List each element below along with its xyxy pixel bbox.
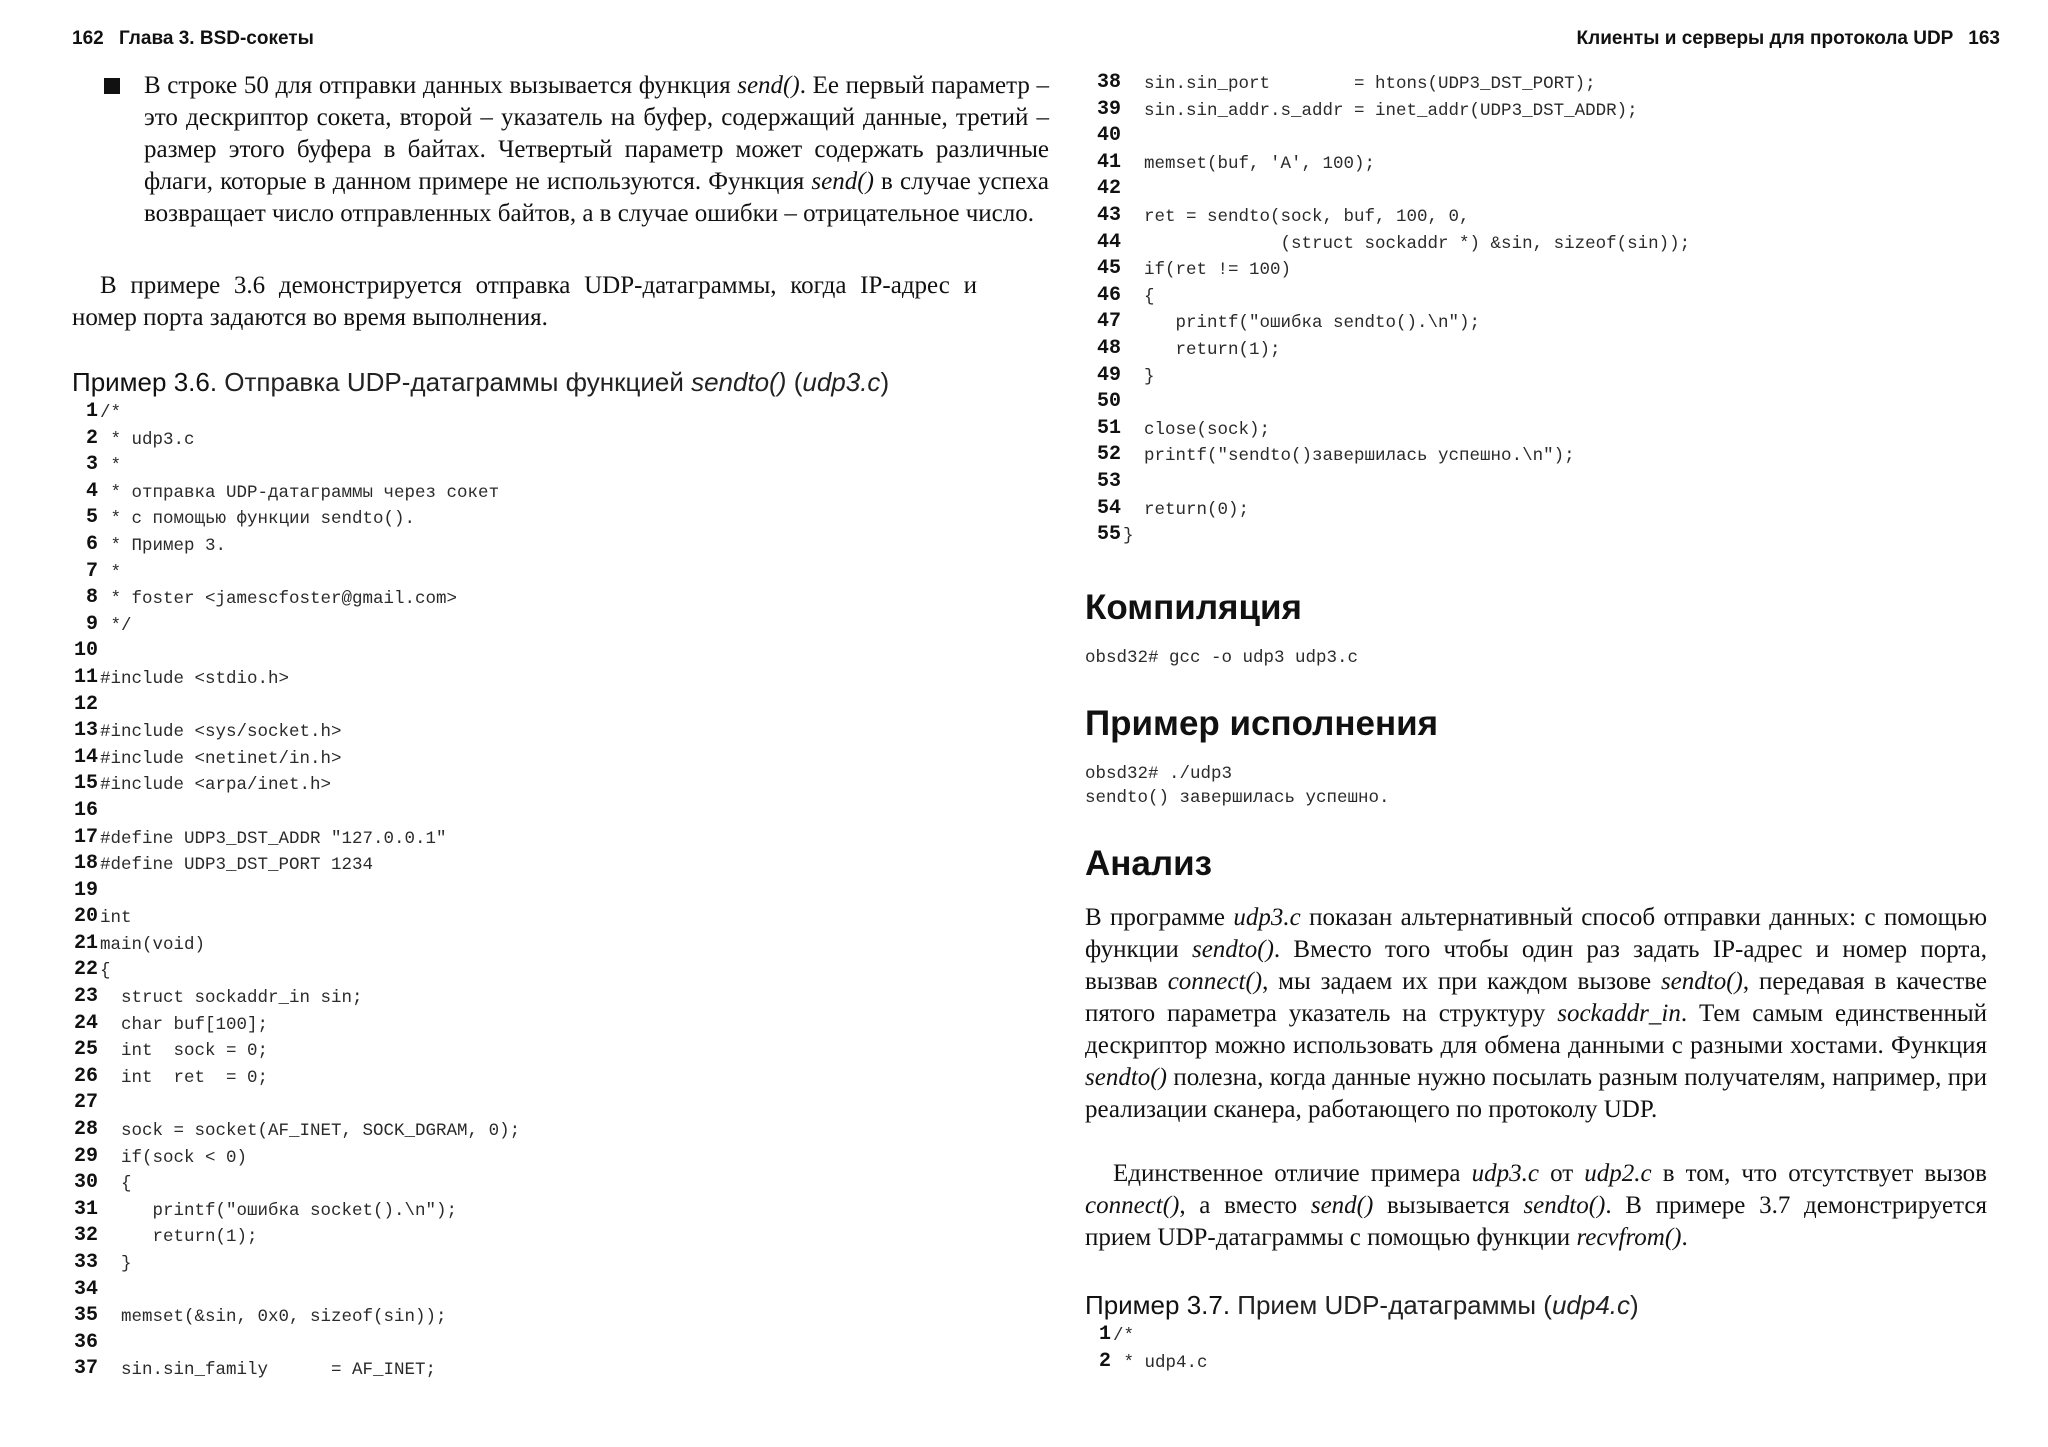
analysis-p1-run: полезна, когда данные нужно посылать разным получателям, например, при реализации сканера, работающего по протоколу UDP. bbox=[1085, 1064, 1987, 1123]
analysis-p2-run: sendto() bbox=[1523, 1192, 1606, 1219]
code-line bbox=[62, 1037, 1002, 1064]
code-line bbox=[62, 1011, 1002, 1038]
code-text: } bbox=[100, 1254, 132, 1274]
line-number: 38 bbox=[1096, 71, 1121, 94]
code-text: sin.sin_port = htons(UDP3_DST_PORT); bbox=[1123, 74, 1596, 94]
code-line bbox=[1075, 1322, 1995, 1349]
line-number: 33 bbox=[73, 1251, 98, 1274]
line-number: 6 bbox=[85, 532, 98, 556]
line-number: 24 bbox=[73, 1011, 98, 1035]
code-text: #include <arpa/inet.h> bbox=[100, 775, 332, 796]
code-line bbox=[1085, 469, 2005, 496]
code-line bbox=[62, 1303, 1002, 1330]
code-line bbox=[1085, 70, 2005, 97]
code-line bbox=[62, 957, 1002, 984]
line-number: 17 bbox=[73, 825, 98, 849]
code-line bbox=[62, 1250, 1002, 1277]
code-text: /* bbox=[1113, 1326, 1135, 1346]
analysis-p2-run: от bbox=[1538, 1160, 1585, 1187]
code-line bbox=[62, 505, 1002, 532]
right-running-head bbox=[1577, 28, 2000, 50]
code-line bbox=[62, 1277, 1002, 1304]
line-number: 12 bbox=[73, 692, 98, 716]
code-listing-udp4 bbox=[1075, 1322, 1995, 1375]
line-number: 51 bbox=[1096, 416, 1121, 440]
analysis-p1-run: sendto() bbox=[1660, 968, 1743, 995]
analysis-p1-run: показан альтернативный способ отправки данных: с помощью функции bbox=[1085, 904, 1987, 963]
code-text: (struct sockaddr *) &sin, sizeof(sin)); bbox=[1123, 233, 1691, 254]
line-number: 3 bbox=[85, 453, 98, 477]
code-text: return(0); bbox=[1123, 499, 1250, 520]
code-line bbox=[62, 1197, 1002, 1224]
code-text: */ bbox=[100, 615, 132, 636]
code-line bbox=[1085, 283, 2005, 310]
code-line bbox=[62, 1064, 1002, 1091]
line-number: 5 bbox=[85, 506, 98, 530]
line-number: 27 bbox=[73, 1091, 98, 1115]
code-text: printf("ошибка socket().\n"); bbox=[100, 1200, 458, 1221]
analysis-p1-run: sockaddr_in bbox=[1557, 1000, 1681, 1027]
caption-title: Отправка UDP-датаграммы функцией sendto() (udp3.c) bbox=[217, 367, 890, 397]
line-number: 13 bbox=[73, 719, 98, 743]
analysis-p2-run: recvfrom() bbox=[1576, 1224, 1682, 1251]
code-text: } bbox=[1123, 366, 1155, 387]
line-number: 54 bbox=[1096, 496, 1121, 520]
bullet-text-run: В строке 50 для отправки данных вызывается функция bbox=[144, 72, 738, 99]
line-number: 32 bbox=[73, 1224, 98, 1248]
code-text: { bbox=[1123, 286, 1155, 307]
line-number: 7 bbox=[85, 559, 98, 583]
analysis-p2-run: udp2.c bbox=[1584, 1160, 1652, 1187]
line-number: 1 bbox=[1098, 1323, 1111, 1346]
code-text: /* bbox=[100, 403, 122, 423]
line-number: 28 bbox=[73, 1118, 98, 1142]
line-number: 1 bbox=[85, 400, 98, 423]
code-line bbox=[62, 851, 1002, 878]
code-text: * с помощью функции sendto(). bbox=[100, 509, 416, 530]
line-number: 34 bbox=[73, 1277, 98, 1301]
heading-compile: Компиляция bbox=[1085, 588, 1302, 627]
code-line bbox=[62, 452, 1002, 479]
code-text: * Пример 3. bbox=[100, 535, 227, 556]
line-number: 52 bbox=[1096, 443, 1121, 467]
line-number: 41 bbox=[1096, 150, 1121, 174]
code-line bbox=[62, 1117, 1002, 1144]
line-number: 23 bbox=[73, 985, 98, 1009]
line-number: 25 bbox=[73, 1038, 98, 1062]
heading-analysis: Анализ bbox=[1085, 844, 1213, 883]
code-line bbox=[62, 904, 1002, 931]
code-listing-udp3-part1 bbox=[62, 399, 1002, 1383]
bullet-text bbox=[144, 70, 1049, 230]
code-text: #define UDP3_DST_PORT 1234 bbox=[100, 855, 374, 876]
code-line bbox=[1085, 496, 2005, 523]
analysis-p2-run: udp3.c bbox=[1471, 1160, 1539, 1187]
code-text: struct sockaddr_in sin; bbox=[100, 988, 363, 1009]
bullet-text-run: send() bbox=[737, 72, 800, 99]
code-line bbox=[1085, 97, 2005, 124]
code-text: * foster <jamescfoster@gmail.com> bbox=[100, 589, 458, 610]
run-output-line-1: obsd32# ./udp3 bbox=[1085, 764, 1233, 784]
line-number: 45 bbox=[1096, 257, 1121, 281]
code-line bbox=[62, 1170, 1002, 1197]
code-text: * bbox=[100, 562, 122, 583]
code-line bbox=[62, 984, 1002, 1011]
code-line bbox=[1085, 309, 2005, 336]
line-number: 36 bbox=[73, 1330, 98, 1354]
code-line bbox=[62, 1330, 1002, 1357]
code-text: { bbox=[100, 961, 111, 982]
line-number: 49 bbox=[1096, 363, 1121, 387]
code-text: memset(buf, 'A', 100); bbox=[1123, 153, 1376, 174]
code-line bbox=[62, 399, 1002, 426]
code-text: #define UDP3_DST_ADDR "127.0.0.1" bbox=[100, 828, 447, 849]
code-line bbox=[62, 718, 1002, 745]
code-line bbox=[1085, 176, 2005, 203]
code-text: #include <stdio.h> bbox=[100, 668, 290, 689]
line-number: 39 bbox=[1096, 97, 1121, 121]
line-number: 29 bbox=[73, 1144, 98, 1168]
intro-paragraph bbox=[72, 270, 977, 334]
code-text: int sock = 0; bbox=[100, 1041, 269, 1062]
analysis-p1-run: . Тем самым единственный дескриптор можно использовать для обмена данными с разными хостами. Функция bbox=[1085, 1000, 1988, 1059]
code-line bbox=[62, 532, 1002, 559]
line-number: 21 bbox=[73, 931, 98, 955]
line-number: 43 bbox=[1096, 203, 1121, 227]
example-3-7-caption bbox=[1085, 1290, 1639, 1321]
line-number: 2 bbox=[85, 426, 98, 450]
code-line bbox=[62, 878, 1002, 905]
code-text: if(sock < 0) bbox=[100, 1147, 248, 1168]
line-number: 44 bbox=[1096, 230, 1121, 254]
line-number: 15 bbox=[73, 772, 98, 796]
code-text: close(sock); bbox=[1123, 419, 1271, 440]
analysis-p2-run: вызывается bbox=[1373, 1192, 1524, 1219]
code-text: * отправка UDP-датаграммы через сокет bbox=[100, 482, 500, 503]
code-line bbox=[62, 931, 1002, 958]
code-text: #include <sys/socket.h> bbox=[100, 722, 342, 743]
line-number: 4 bbox=[85, 479, 98, 503]
analysis-p2-run: . В примере 3.7 демонстрируется прием UDP-датаграммы с помощью функции bbox=[1085, 1192, 1987, 1251]
line-number: 11 bbox=[73, 665, 98, 689]
line-number: 8 bbox=[85, 586, 98, 610]
code-text: sin.sin_family = AF_INET; bbox=[100, 1360, 437, 1381]
code-line bbox=[1085, 363, 2005, 390]
code-line bbox=[1085, 389, 2005, 416]
line-number: 18 bbox=[73, 852, 98, 876]
analysis-p1-run: В программе bbox=[1085, 904, 1234, 931]
analysis-paragraph-2 bbox=[1085, 1158, 1987, 1254]
line-number: 50 bbox=[1096, 390, 1121, 414]
code-text: sin.sin_addr.s_addr = inet_addr(UDP3_DST_ADDR); bbox=[1123, 100, 1638, 121]
code-line bbox=[1085, 336, 2005, 363]
code-line bbox=[62, 612, 1002, 639]
code-text: int bbox=[100, 908, 132, 929]
analysis-p1-run: , мы задаем их при каждом вызове bbox=[1262, 968, 1661, 995]
line-number: 35 bbox=[73, 1304, 98, 1328]
code-line bbox=[62, 1356, 1002, 1383]
code-text: * bbox=[100, 456, 122, 477]
code-line bbox=[62, 745, 1002, 772]
line-number: 14 bbox=[73, 745, 98, 769]
run-output-line-2: sendto() завершилась успешно. bbox=[1085, 788, 1390, 808]
line-number: 55 bbox=[1096, 523, 1121, 547]
code-text: { bbox=[100, 1174, 132, 1195]
code-line bbox=[62, 638, 1002, 665]
line-number: 2 bbox=[1098, 1349, 1111, 1373]
analysis-paragraph-1 bbox=[1085, 902, 1987, 1126]
analysis-p2-run: connect() bbox=[1085, 1192, 1180, 1219]
line-number: 37 bbox=[73, 1357, 98, 1381]
line-number: 20 bbox=[73, 905, 98, 929]
bullet-text-run: . Ее первый параметр – это дескриптор сокета, второй – указатель на буфер, содержащий данные, третий – размер этого буфера в байтах. Четвертый параметр может содержать различные флаги, которые в данном примере не используются. Функция bbox=[144, 72, 1049, 195]
analysis-p2-run: , а вместо bbox=[1179, 1192, 1311, 1219]
left-page-number: 162 bbox=[72, 28, 104, 49]
line-number: 26 bbox=[73, 1064, 98, 1088]
code-line bbox=[62, 1223, 1002, 1250]
analysis-p2-run: . bbox=[1681, 1224, 1688, 1251]
code-line bbox=[62, 665, 1002, 692]
code-text: * udp4.c bbox=[1113, 1352, 1208, 1373]
code-line bbox=[1085, 522, 2005, 549]
compile-output: obsd32# gcc -o udp3 udp3.c bbox=[1085, 648, 1359, 668]
analysis-p2-run: send() bbox=[1310, 1192, 1374, 1219]
code-text: printf("sendto()завершилась успешно.\n"); bbox=[1123, 446, 1575, 467]
line-number: 46 bbox=[1096, 283, 1121, 307]
line-number: 16 bbox=[73, 798, 98, 822]
code-line bbox=[1075, 1349, 1995, 1376]
line-number: 42 bbox=[1096, 177, 1121, 201]
square-bullet-icon bbox=[104, 78, 120, 94]
right-running-title: Клиенты и серверы для протокола UDP bbox=[1576, 28, 1954, 49]
left-running-title: Глава 3. BSD-сокеты bbox=[118, 28, 314, 49]
bullet-text-run: в случае успеха возвращает число отправленных байтов, а в случае ошибки – отрицательное число. bbox=[144, 168, 1049, 227]
code-text: } bbox=[1123, 526, 1134, 547]
left-running-head bbox=[72, 28, 314, 50]
analysis-p1-run: , передавая в качестве пятого параметра указатель на структуру bbox=[1085, 968, 1987, 1027]
code-line bbox=[62, 1090, 1002, 1117]
analysis-p2-run: в том, что отсутствует вызов bbox=[1651, 1160, 1987, 1187]
code-listing-udp3-part2 bbox=[1085, 70, 2005, 549]
line-number: 9 bbox=[85, 612, 98, 636]
analysis-p1-run: connect() bbox=[1167, 968, 1263, 995]
code-line bbox=[1085, 150, 2005, 177]
code-text: return(1); bbox=[100, 1227, 258, 1248]
code-line bbox=[62, 1144, 1002, 1171]
line-number: 48 bbox=[1096, 336, 1121, 360]
code-text: ret = sendto(sock, buf, 100, 0, bbox=[1123, 206, 1470, 227]
line-number: 40 bbox=[1096, 124, 1121, 148]
code-line bbox=[1085, 442, 2005, 469]
caption-title-3-7: Прием UDP-датаграммы (udp4.c) bbox=[1230, 1290, 1639, 1320]
line-number: 10 bbox=[73, 639, 98, 663]
analysis-p1-run: sendto() bbox=[1191, 936, 1274, 963]
code-text: * udp3.c bbox=[100, 429, 195, 450]
code-line bbox=[62, 585, 1002, 612]
code-text: main(void) bbox=[100, 934, 206, 955]
line-number: 31 bbox=[73, 1197, 98, 1221]
code-text: char buf[100]; bbox=[100, 1014, 269, 1035]
code-text: return(1); bbox=[1123, 339, 1281, 360]
line-number: 47 bbox=[1096, 310, 1121, 334]
analysis-p1-run: sendto() bbox=[1085, 1064, 1167, 1091]
code-line bbox=[62, 825, 1002, 852]
code-text: printf("ошибка sendto().\n"); bbox=[1123, 313, 1481, 334]
caption-label-3-7: Пример 3.7. bbox=[1085, 1290, 1231, 1320]
code-text: if(ret != 100) bbox=[1123, 260, 1292, 281]
code-text: int ret = 0; bbox=[100, 1067, 269, 1088]
line-number: 19 bbox=[73, 878, 98, 902]
code-text: sock = socket(AF_INET, SOCK_DGRAM, 0); bbox=[100, 1121, 521, 1142]
code-line bbox=[62, 559, 1002, 586]
code-line bbox=[62, 426, 1002, 453]
intro-paragraph-text: В примере 3.6 демонстрируется отправка UDP-датаграммы, когда IP-адрес и номер порта задаются во время выполнения. bbox=[72, 272, 977, 331]
code-line bbox=[1085, 256, 2005, 283]
code-line bbox=[1085, 416, 2005, 443]
code-line bbox=[62, 479, 1002, 506]
bullet-text-run: send() bbox=[811, 168, 874, 195]
code-line bbox=[1085, 123, 2005, 150]
analysis-p2-run: Единственное отличие примера bbox=[1113, 1160, 1472, 1187]
right-page-number: 163 bbox=[1968, 28, 2000, 49]
caption-label: Пример 3.6. bbox=[72, 367, 218, 397]
line-number: 22 bbox=[73, 958, 98, 982]
code-line bbox=[62, 771, 1002, 798]
example-3-6-caption bbox=[72, 367, 889, 398]
line-number: 30 bbox=[73, 1171, 98, 1195]
code-line bbox=[62, 692, 1002, 719]
analysis-paragraph-2-text bbox=[1085, 1160, 1987, 1251]
code-line bbox=[62, 798, 1002, 825]
code-text: memset(&sin, 0x0, sizeof(sin)); bbox=[100, 1307, 447, 1328]
analysis-p1-run: udp3.c bbox=[1233, 904, 1301, 931]
code-line bbox=[1085, 230, 2005, 257]
line-number: 53 bbox=[1096, 469, 1121, 493]
analysis-p1-run: . Вместо того чтобы один раз задать IP-адрес и номер порта, вызвав bbox=[1085, 936, 1987, 995]
code-line bbox=[1085, 203, 2005, 230]
heading-run: Пример исполнения bbox=[1085, 704, 1439, 743]
code-text: #include <netinet/in.h> bbox=[100, 748, 342, 769]
